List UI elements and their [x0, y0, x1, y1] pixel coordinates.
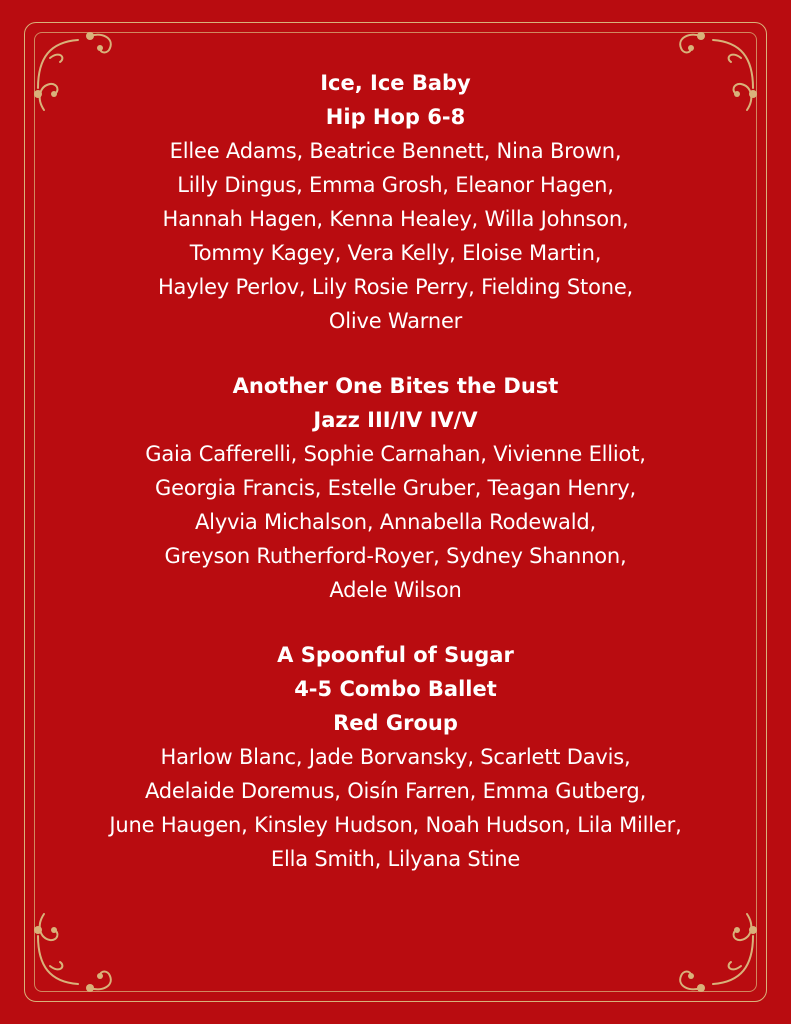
dancer-names-line: Hayley Perlov, Lily Rosie Perry, Fielding Stone, — [157, 275, 634, 299]
section-subtitle: 4-5 Combo Ballet — [294, 677, 497, 701]
dancer-names-line: Alyvia Michalson, Annabella Rodewald, — [195, 510, 596, 534]
flourish-bottom-left-icon — [30, 904, 122, 996]
dancer-names-line: Georgia Francis, Estelle Gruber, Teagan Henry, — [155, 476, 636, 500]
section-subtitle: Jazz III/IV IV/V — [313, 408, 478, 432]
section-a-spoonful-of-sugar — [50, 638, 741, 876]
dancer-names-line: Greyson Rutherford-Royer, Sydney Shannon, — [164, 544, 627, 568]
section-group: Red Group — [333, 711, 458, 735]
program-content — [50, 66, 741, 907]
section-subtitle: Hip Hop 6-8 — [325, 105, 466, 129]
dancer-names-line: Olive Warner — [328, 309, 463, 333]
dancer-names-line: Gaia Cafferelli, Sophie Carnahan, Vivienne Elliot, — [145, 442, 646, 466]
dancer-names-line: Hannah Hagen, Kenna Healey, Willa Johnson, — [162, 207, 629, 231]
dancer-names-line: Tommy Kagey, Vera Kelly, Eloise Martin, — [189, 241, 602, 265]
section-title: Another One Bites the Dust — [232, 374, 559, 398]
dancer-names-line: June Haugen, Kinsley Hudson, Noah Hudson, Lila Miller, — [109, 813, 682, 837]
dancer-names-line: Adelaide Doremus, Oisín Farren, Emma Gutberg, — [144, 779, 647, 803]
section-title: Ice, Ice Baby — [320, 71, 471, 95]
dancer-names-line: Ellee Adams, Beatrice Bennett, Nina Brown, — [169, 139, 622, 163]
dancer-names-line: Lilly Dingus, Emma Grosh, Eleanor Hagen, — [177, 173, 614, 197]
section-ice-ice-baby — [50, 66, 741, 338]
dancer-names-line: Ella Smith, Lilyana Stine — [270, 847, 521, 871]
dancer-names-line: Harlow Blanc, Jade Borvansky, Scarlett Davis, — [160, 745, 631, 769]
flourish-bottom-right-icon — [669, 904, 761, 996]
section-title: A Spoonful of Sugar — [277, 643, 514, 667]
dancer-names-line: Adele Wilson — [329, 578, 462, 602]
section-another-one-bites-the-dust — [50, 369, 741, 607]
